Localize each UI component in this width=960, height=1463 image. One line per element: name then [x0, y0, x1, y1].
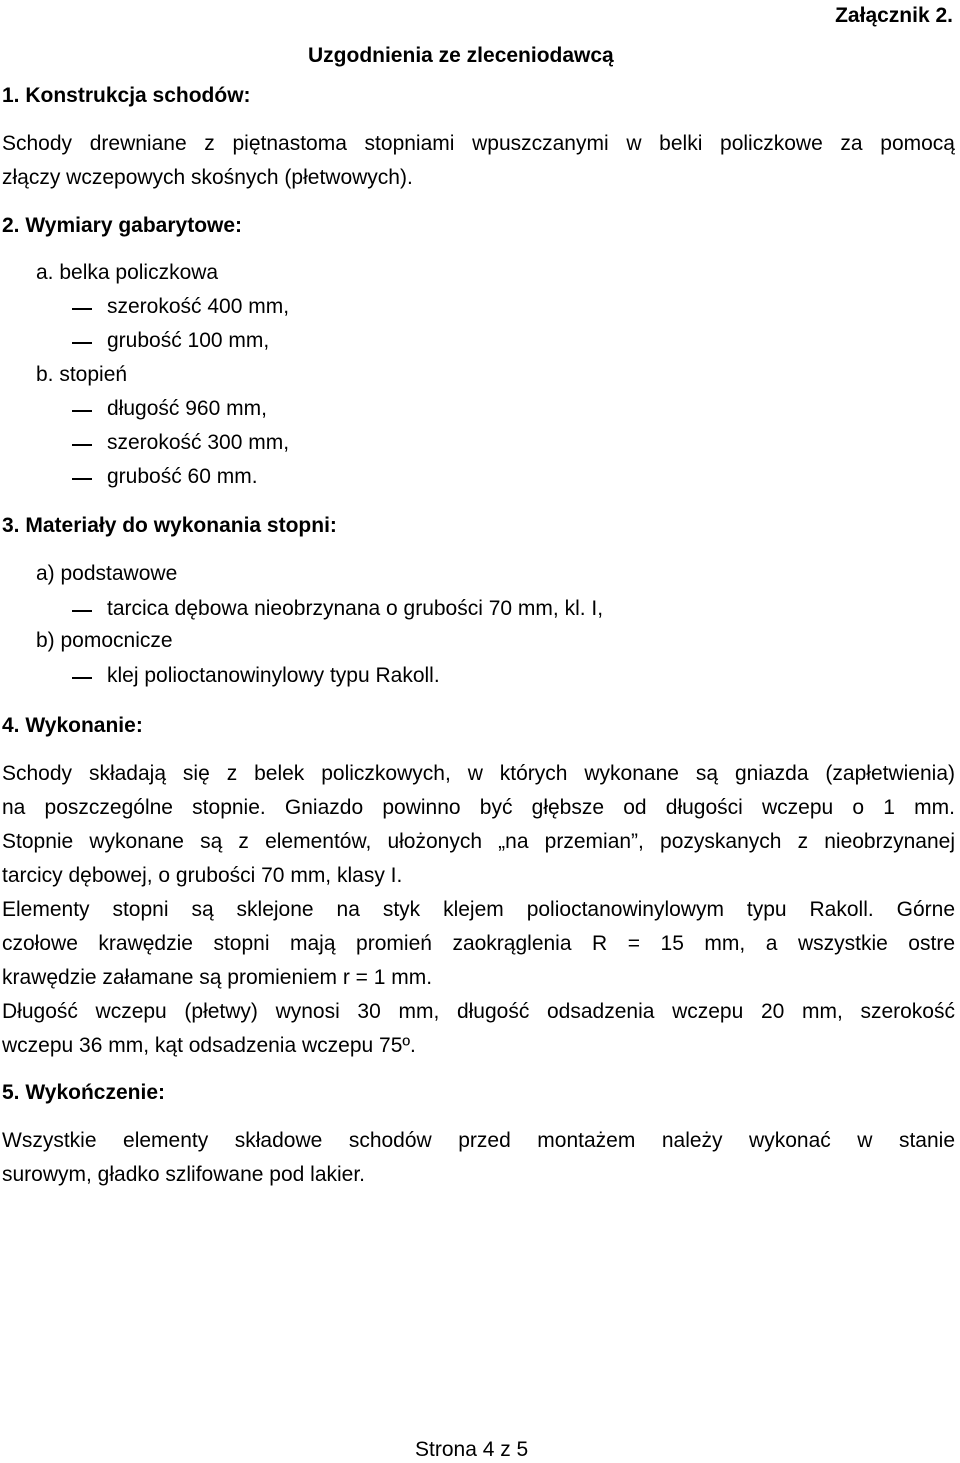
paragraph-line: na poszczególne stopnie. Gniazdo powinno być głębsze od długości wczepu o 1 mm. — [2, 796, 955, 819]
paragraph-line: Schody składają się z belek policzkowych, w których wykonane są gniazda (zapłetwienia) — [2, 762, 955, 785]
dash-bullet — [72, 478, 92, 480]
list-item-label: b. stopień — [36, 363, 128, 386]
list-item-label: a) podstawowe — [36, 562, 178, 585]
section-4-heading: 4. Wykonanie: — [2, 714, 143, 737]
list-item: grubość 60 mm. — [107, 465, 258, 488]
list-item-label: b) pomocnicze — [36, 629, 173, 652]
paragraph-line: Schody drewniane z piętnastoma stopniami wpuszczanymi w belki policzkowe za pomocą — [2, 132, 955, 155]
section-1-heading: 1. Konstrukcja schodów: — [2, 84, 251, 107]
section-2-heading: 2. Wymiary gabarytowe: — [2, 214, 243, 237]
dash-bullet — [72, 677, 92, 679]
list-item: szerokość 300 mm, — [107, 431, 290, 454]
paragraph-line: wczepu 36 mm, kąt odsadzenia wczepu 75º. — [2, 1034, 416, 1057]
paragraph-line: Wszystkie elementy składowe schodów przed montażem należy wykonać w stanie — [2, 1129, 955, 1152]
dash-bullet — [72, 610, 92, 612]
paragraph-line: Długość wczepu (płetwy) wynosi 30 mm, długość odsadzenia wczepu 20 mm, szerokość — [2, 1000, 955, 1023]
paragraph-line: czołowe krawędzie stopni mają promień zaokrąglenia R = 15 mm, a wszystkie ostre — [2, 932, 955, 955]
dash-bullet — [72, 342, 92, 344]
list-item: grubość 100 mm, — [107, 329, 270, 352]
dash-bullet — [72, 444, 92, 446]
dash-bullet — [72, 308, 92, 310]
paragraph-line: krawędzie załamane są promieniem r = 1 mm. — [2, 966, 433, 989]
list-item: długość 960 mm, — [107, 397, 267, 420]
section-5-heading: 5. Wykończenie: — [2, 1081, 165, 1104]
paragraph-line: tarcicy dębowej, o grubości 70 mm, klasy I. — [2, 864, 403, 887]
attachment-label: Załącznik 2. — [835, 4, 953, 27]
document-title: Uzgodnienia ze zleceniodawcą — [308, 44, 614, 67]
paragraph-line: Stopnie wykonane są z elementów, ułożonych „na przemian”, pozyskanych z nieobrzynanej — [2, 830, 955, 853]
dash-bullet — [72, 410, 92, 412]
page-number: Strona 4 z 5 — [415, 1438, 529, 1461]
paragraph-line: Elementy stopni są sklejone na styk klejem polioctanowinylowym typu Rakoll. Górne — [2, 898, 955, 921]
list-item: klej polioctanowinylowy typu Rakoll. — [107, 664, 440, 687]
list-item: szerokość 400 mm, — [107, 295, 290, 318]
paragraph-line: złączy wczepowych skośnych (płetwowych). — [2, 166, 413, 189]
section-3-heading: 3. Materiały do wykonania stopni: — [2, 514, 337, 537]
paragraph-line: surowym, gładko szlifowane pod lakier. — [2, 1163, 366, 1186]
list-item: tarcica dębowa nieobrzynana o grubości 70 mm, kl. I, — [107, 597, 604, 620]
list-item-label: a. belka policzkowa — [36, 261, 219, 284]
